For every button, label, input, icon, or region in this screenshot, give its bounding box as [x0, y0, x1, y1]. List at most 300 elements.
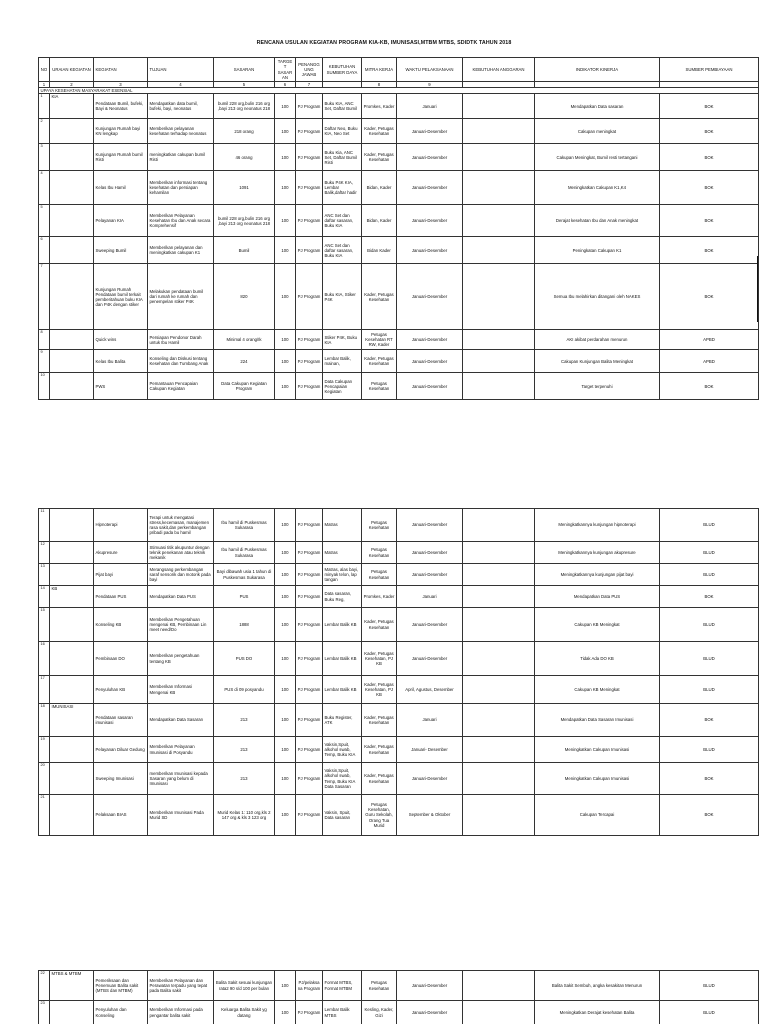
pj-cell: PJ Program — [296, 586, 323, 608]
row-number: 10 — [39, 373, 50, 400]
sumber-daya-cell: Lembar Balik KB — [323, 608, 362, 642]
target-cell: 100 — [275, 171, 296, 205]
waktu-cell: Januari-Desember — [397, 971, 463, 1001]
kegiatan-cell: Pemeriksaan dan Penemuan Balita sakit (MTBS dan MTBM) — [94, 971, 148, 1001]
mitra-cell: Petugas Kesehatan RT RW, Kader — [362, 330, 397, 350]
anggaran-cell — [463, 642, 535, 676]
pembiayaan-cell: BLUD — [660, 642, 759, 676]
sumber-daya-cell: Vaksin,Spuit, alkohol swab, Temp, Buku KIA — [323, 737, 362, 763]
pembiayaan-cell: APBD — [660, 350, 759, 373]
table-body-3 — [39, 971, 759, 1024]
pj-cell: PJ/pelaksana Program — [296, 971, 323, 1001]
waktu-cell: September & Oktober — [397, 795, 463, 836]
sumber-daya-cell: Matras — [323, 509, 362, 542]
kegiatan-cell: Kunjungan Rumah bayi KN lengkap — [94, 119, 148, 144]
mitra-cell: Petugas Kesehatan — [362, 564, 397, 586]
pembiayaan-cell: BOK — [660, 264, 759, 330]
uraian-cell — [50, 119, 94, 144]
kegiatan-cell: Pendataan Bumil, bufeki, Bayi & Neonatus — [94, 94, 148, 119]
mitra-cell: Kader, Petugas Kesehatan — [362, 264, 397, 330]
target-cell: 100 — [275, 205, 296, 237]
table-row — [39, 608, 759, 642]
waktu-cell: Januari-Desember — [397, 205, 463, 237]
row-number: 12 — [39, 542, 50, 564]
header-cell: SASARAN — [214, 58, 275, 82]
header-cell: PENANGGUNG JAWAB — [296, 58, 323, 82]
waktu-cell: Januari-Desember — [397, 564, 463, 586]
sumber-daya-cell: Buku KIA, Stiker P4K — [323, 264, 362, 330]
indikator-cell: Mendapatkan Data PUS — [535, 586, 660, 608]
table-row — [39, 737, 759, 763]
tujuan-cell: Memberikan Pengetahuan mengenai KB, Pembinaan Lin meet need/Do — [148, 608, 214, 642]
uraian-cell: MTBS & MTBM — [50, 971, 94, 1001]
kegiatan-table-part-2 — [38, 508, 759, 836]
table-row — [39, 704, 759, 737]
kegiatan-cell: Konseling KB — [94, 608, 148, 642]
column-number: 4 — [148, 82, 214, 88]
uraian-cell — [50, 1001, 94, 1024]
waktu-cell: Januari-Desember — [397, 144, 463, 171]
tujuan-cell: Memberikan Imunisasi Pada Murid SD — [148, 795, 214, 836]
column-number: 6 — [275, 82, 296, 88]
tujuan-cell: Stimuasi titik akupuntur dengan teknik penekanan atau teknik mekanik — [148, 542, 214, 564]
target-cell: 100 — [275, 264, 296, 330]
pj-cell: PJ Program — [296, 608, 323, 642]
sasaran-cell: Minimal 4 orang/Ik — [214, 330, 275, 350]
table-row — [39, 144, 759, 171]
waktu-cell: Januari-Desember — [397, 119, 463, 144]
pj-cell: PJ Program — [296, 564, 323, 586]
kegiatan-cell: Pembinaan DO — [94, 642, 148, 676]
waktu-cell: Januari-Desember — [397, 330, 463, 350]
row-number: 20 — [39, 763, 50, 795]
kegiatan-cell: Kunjungan Rumah bumil Risti — [94, 144, 148, 171]
kegiatan-cell: Penyuluhan dan Konseling — [94, 1001, 148, 1024]
uraian-cell — [50, 264, 94, 330]
sumber-daya-cell: Matras, alas bayi, minyak telon, lap tangan — [323, 564, 362, 586]
anggaran-cell — [463, 795, 535, 836]
anggaran-cell — [463, 704, 535, 737]
pembiayaan-cell: BOK — [660, 144, 759, 171]
row-number: 9 — [39, 350, 50, 373]
target-cell: 100 — [275, 509, 296, 542]
target-cell: 100 — [275, 330, 296, 350]
uraian-cell — [50, 171, 94, 205]
sumber-daya-cell: Data sasaran, Buku Reg, — [323, 586, 362, 608]
header-cell: KEGIATAN — [94, 58, 148, 82]
pembiayaan-cell: BLUD — [660, 608, 759, 642]
uraian-cell — [50, 205, 94, 237]
header-cell: URAIAN KEGIATAN — [50, 58, 94, 82]
kegiatan-cell: Kunjungan Rumah Pendataan bumil terkait pemberitahuan buku KIA dan P4K dengan stiker — [94, 264, 148, 330]
sumber-daya-cell: Stiker P4K, Buku KIA — [323, 330, 362, 350]
kegiatan-cell: Akupresure — [94, 542, 148, 564]
row-number: 7 — [39, 264, 50, 330]
indikator-cell: Meningkatkan Cakupan Imunisasi — [535, 763, 660, 795]
kegiatan-cell: Hipnoterapi — [94, 509, 148, 542]
sasaran-cell: bumil 228 org,bulin 216 org ,bayi 213 org neonatus 218 — [214, 94, 275, 119]
target-cell: 100 — [275, 676, 296, 704]
tujuan-cell: Pemantauan Pencapaian Cakupan Kegiatan — [148, 373, 214, 400]
tujuan-cell: Mendapatkan data bumil, bufeki, bayi, neonatus — [148, 94, 214, 119]
row-number: 3 — [39, 144, 50, 171]
tujuan-cell: Mendapatkan Data PUS — [148, 586, 214, 608]
column-number: 8 — [362, 82, 397, 88]
header-cell: WAKTU PELAKSANAAN — [397, 58, 463, 82]
row-number: 17 — [39, 676, 50, 704]
pembiayaan-cell: BOK — [660, 586, 759, 608]
sumber-daya-cell: Vaksin,Spuit, alkohol swab, Temp, Buku KIA Data Sasaran — [323, 763, 362, 795]
row-number: 14 — [39, 586, 50, 608]
tujuan-cell: Memberikan pelayanan kesehatan terhadap neonatus — [148, 119, 214, 144]
kegiatan-cell: Pelayanan Diluar Gedung — [94, 737, 148, 763]
indikator-cell: Tidak Ada DO KB — [535, 642, 660, 676]
pembiayaan-cell: BLUD — [660, 1001, 759, 1024]
waktu-cell: Januari-Desember — [397, 763, 463, 795]
tujuan-cell: Mendapatkan Data Sasaran — [148, 704, 214, 737]
anggaran-cell — [463, 737, 535, 763]
waktu-cell: Januari-Desember — [397, 171, 463, 205]
anggaran-cell — [463, 94, 535, 119]
target-cell: 100 — [275, 94, 296, 119]
uraian-cell — [50, 350, 94, 373]
pj-cell: PJ Program — [296, 509, 323, 542]
pembiayaan-cell: BLUD — [660, 542, 759, 564]
waktu-cell: Januari-Desember — [397, 642, 463, 676]
waktu-cell: Januari — [397, 94, 463, 119]
target-cell: 100 — [275, 763, 296, 795]
pembiayaan-cell: BOK — [660, 205, 759, 237]
sasaran-cell: PUS di 09 posyandu — [214, 676, 275, 704]
mitra-cell: Kader, Petugas Kesehatan — [362, 608, 397, 642]
indikator-cell: Derajat kesehatan Ibu dan Anak meningkat — [535, 205, 660, 237]
sasaran-cell: 1091 — [214, 171, 275, 205]
tujuan-cell: Memberikan informasi tentang kesehatan dan persiapan kehamilan — [148, 171, 214, 205]
header-cell: NO — [39, 58, 50, 82]
kegiatan-cell: Sweeping Imunisasi — [94, 763, 148, 795]
table-row — [39, 763, 759, 795]
tujuan-cell: meningkatkan cakupan bumil Risti — [148, 144, 214, 171]
pj-cell: PJ Program — [296, 171, 323, 205]
column-number: 1 — [39, 82, 50, 88]
indikator-cell: Cakupan Tercapai — [535, 795, 660, 836]
mitra-cell: Kader, Petugas Kesehatan — [362, 119, 397, 144]
row-number: 6 — [39, 237, 50, 264]
tujuan-cell: Persiapan Pendonor Darah untuk Ibu Hamil — [148, 330, 214, 350]
sumber-daya-cell: Lembar Balik MTBS — [323, 1001, 362, 1024]
target-cell: 100 — [275, 586, 296, 608]
tujuan-cell: Merangsang perkembangan saraf sensorik dan motorik pada bayi — [148, 564, 214, 586]
sumber-daya-cell: Buku Register, ATK — [323, 704, 362, 737]
sasaran-cell: Bayi dibawah usia 1 tahun di Puskesmas Sukarasa — [214, 564, 275, 586]
indikator-cell: Peningkatan Cakupan K1 — [535, 237, 660, 264]
indikator-cell: Meningkatkannya kunjungan hipnoterapi — [535, 509, 660, 542]
header-cell: TARGET SASARAN — [275, 58, 296, 82]
table-row — [39, 564, 759, 586]
uraian-cell — [50, 373, 94, 400]
waktu-cell: Januari-Desember — [397, 237, 463, 264]
page-title: RENCANA USULAN KEGIATAN PROGRAM KIA-KB, IMUNISASI,MTBM MTBS, SDIDTK TAHUN 2018 — [256, 40, 512, 46]
sumber-daya-cell: Vaksin, Spuit, Data sasaran — [323, 795, 362, 836]
target-cell: 100 — [275, 737, 296, 763]
target-cell: 100 — [275, 971, 296, 1001]
kegiatan-cell: PWS — [94, 373, 148, 400]
target-cell: 100 — [275, 1001, 296, 1024]
kegiatan-cell: Quick wins — [94, 330, 148, 350]
pj-cell: PJ Program — [296, 330, 323, 350]
waktu-cell: Januari — [397, 586, 463, 608]
anggaran-cell — [463, 971, 535, 1001]
waktu-cell: Januari — [397, 704, 463, 737]
sasaran-cell: Keluarga Balita Sakit yg datang — [214, 1001, 275, 1024]
pembiayaan-cell: BLUD — [660, 737, 759, 763]
row-number: 2 — [39, 119, 50, 144]
uraian-cell — [50, 542, 94, 564]
sasaran-cell: Data Cakupan Kegiatan Program — [214, 373, 275, 400]
pembiayaan-cell: BOK — [660, 795, 759, 836]
sasaran-cell: 218 orang — [214, 119, 275, 144]
indikator-cell: Cakupan Kunjungan Balita Meningkat — [535, 350, 660, 373]
mitra-cell: Kader, Petugas Kesehatan — [362, 144, 397, 171]
anggaran-cell — [463, 350, 535, 373]
indikator-cell: Cakupan KB Meningkat — [535, 676, 660, 704]
row-number: 18 — [39, 704, 50, 737]
sasaran-cell: bumil 228 org,bulin 216 org ,bayi 213 org neonatus 218 — [214, 205, 275, 237]
table-body-1 — [39, 94, 759, 400]
table-row — [39, 237, 759, 264]
row-number: 8 — [39, 330, 50, 350]
pembiayaan-cell: BOK — [660, 119, 759, 144]
table-row — [39, 971, 759, 1001]
sasaran-cell: 213 — [214, 737, 275, 763]
uraian-cell — [50, 737, 94, 763]
pembiayaan-cell: APBD — [660, 330, 759, 350]
sumber-daya-cell: Lembar Balik KB — [323, 642, 362, 676]
target-cell: 100 — [275, 564, 296, 586]
sasaran-cell: Murid Kelas 1: 110 org,kls 2 147 org & kls 3 123 org — [214, 795, 275, 836]
kegiatan-cell: Sweeping Bumil — [94, 237, 148, 264]
row-number: 22 — [39, 971, 50, 1001]
table-row — [39, 171, 759, 205]
tujuan-cell: Memberikan Pelayanan Kesehatan Ibu dan Anak secara Komprehensif — [148, 205, 214, 237]
column-number: 9 — [397, 82, 463, 88]
mitra-cell: Promkes, Kader — [362, 94, 397, 119]
indikator-cell: Cakupan KB Meningkat — [535, 608, 660, 642]
mitra-cell: Kesling, Kader, Gizi — [362, 1001, 397, 1024]
header-cell: MITRA KERJA — [362, 58, 397, 82]
mitra-cell: Petugas Kesehatan — [362, 542, 397, 564]
anggaran-cell — [463, 171, 535, 205]
row-number: 16 — [39, 642, 50, 676]
sasaran-cell: Ibu hamil di Puskesmas Sukarasa — [214, 509, 275, 542]
sumber-daya-cell: ANC Set dan daftar sasaran, Buku KIA — [323, 205, 362, 237]
pj-cell: PJ Program — [296, 642, 323, 676]
indikator-cell: Meningkatkannya kunjungan akupresure — [535, 542, 660, 564]
table-row — [39, 264, 759, 330]
uraian-cell — [50, 509, 94, 542]
mitra-cell: Bidan, Kader — [362, 171, 397, 205]
mitra-cell: Petugas Kesehatan — [362, 373, 397, 400]
tujuan-cell: Memberikan pelayanan dan meningkatkan cakupan K1 — [148, 237, 214, 264]
tujuan-cell: Memberikan Pelayanan dan Perawatan terpadu yang tepat pada Balita sakit — [148, 971, 214, 1001]
sumber-daya-cell: Buku P4K KIA, Lembar Balik,daftar hadir — [323, 171, 362, 205]
anggaran-cell — [463, 237, 535, 264]
sumber-daya-cell: ANC Set dan daftar sasaran, Buku KIA — [323, 237, 362, 264]
pembiayaan-cell: BOK — [660, 237, 759, 264]
uraian-cell — [50, 237, 94, 264]
kegiatan-cell: Penyuluhan KB — [94, 676, 148, 704]
anggaran-cell — [463, 205, 535, 237]
table-row — [39, 373, 759, 400]
sumber-daya-cell: Lembar Balik, mainan, — [323, 350, 362, 373]
uraian-cell: KIA — [50, 94, 94, 119]
row-number: 19 — [39, 737, 50, 763]
mitra-cell: Promkes, Kader — [362, 586, 397, 608]
pj-cell: PJ Program — [296, 144, 323, 171]
kegiatan-cell: Pijat bayi — [94, 564, 148, 586]
table-row — [39, 205, 759, 237]
row-number: 4 — [39, 171, 50, 205]
tujuan-cell: Memberikan pengetahuan tentang KB — [148, 642, 214, 676]
sasaran-cell: Balita Sakit sesuai kunjungan rata2 90 s/d 100 per bulan — [214, 971, 275, 1001]
indikator-cell: Cakupan Meningkat, Bumil resti tertangani — [535, 144, 660, 171]
sumber-daya-cell: Lembar Balik KB — [323, 676, 362, 704]
row-number: 23 — [39, 1001, 50, 1024]
mitra-cell: Kader, Petugas Kesehatan, PJ KB — [362, 642, 397, 676]
pembiayaan-cell: BOK — [660, 704, 759, 737]
indikator-cell: Meningkatkannya kunjungan pijat bayi — [535, 564, 660, 586]
anggaran-cell — [463, 373, 535, 400]
mitra-cell: Petugas Kesehatan — [362, 971, 397, 1001]
pj-cell: PJ Program — [296, 704, 323, 737]
target-cell: 100 — [275, 795, 296, 836]
indikator-cell: Meningkatkan Cakupan Imunisasi — [535, 737, 660, 763]
anggaran-cell — [463, 330, 535, 350]
indikator-cell: Balita Sakit Sembuh, angka kesakitan Menurun — [535, 971, 660, 1001]
waktu-cell: Januari-Desember — [397, 373, 463, 400]
uraian-cell — [50, 763, 94, 795]
waktu-cell: Januari-Desember — [397, 542, 463, 564]
indikator-cell: Meningkatkan Derajat kesehatan Balita — [535, 1001, 660, 1024]
table-row — [39, 795, 759, 836]
pj-cell: PJ Program — [296, 350, 323, 373]
waktu-cell: Januari-Desember — [397, 608, 463, 642]
kegiatan-cell: Pelayanan KIA — [94, 205, 148, 237]
row-number: 5 — [39, 205, 50, 237]
indikator-cell: Meningkatkan Cakupan K1,K4 — [535, 171, 660, 205]
header-cell: INDIKATOR KINERJA — [535, 58, 660, 82]
tujuan-cell: Memberikan Informasi Mengenai KB — [148, 676, 214, 704]
mitra-cell: Petugas Kesehatan, Guru Sekolah, Orang Tua Murid — [362, 795, 397, 836]
sumber-daya-cell: Matras — [323, 542, 362, 564]
mitra-cell: Kader, Petugas Kesehatan — [362, 737, 397, 763]
anggaran-cell — [463, 586, 535, 608]
pembiayaan-cell: BOK — [660, 763, 759, 795]
sasaran-cell: 224 — [214, 350, 275, 373]
waktu-cell: April, Agustus, Desember — [397, 676, 463, 704]
anggaran-cell — [463, 564, 535, 586]
pembiayaan-cell: BLUD — [660, 509, 759, 542]
target-cell: 100 — [275, 373, 296, 400]
pembiayaan-cell: BOK — [660, 171, 759, 205]
row-number: 1 — [39, 94, 50, 119]
mitra-cell: Bidan, Kader — [362, 205, 397, 237]
table-row — [39, 642, 759, 676]
waktu-cell: Januari-Desember — [397, 1001, 463, 1024]
pembiayaan-cell: BLUD — [660, 971, 759, 1001]
sumber-daya-cell: Buku Kia, ANC Set, Daftar Bumil Risti — [323, 144, 362, 171]
anggaran-cell — [463, 542, 535, 564]
pembiayaan-cell: BLUD — [660, 676, 759, 704]
pj-cell: PJ Program — [296, 119, 323, 144]
table-row — [39, 586, 759, 608]
mitra-cell: Bidan Kader — [362, 237, 397, 264]
table-row — [39, 1001, 759, 1024]
anggaran-cell — [463, 608, 535, 642]
waktu-cell: Januari- Desember — [397, 737, 463, 763]
pembiayaan-cell: BOK — [660, 94, 759, 119]
kegiatan-cell: Kelas Ibu Hamil — [94, 171, 148, 205]
target-cell: 100 — [275, 704, 296, 737]
indikator-cell: Target terpenuhi — [535, 373, 660, 400]
mitra-cell: Kader, Petugas Kesehatan — [362, 350, 397, 373]
pj-cell: PJ Program — [296, 676, 323, 704]
target-cell: 100 — [275, 542, 296, 564]
sumber-daya-cell: Buku KIA, ANC Set, Daftar Bumil — [323, 94, 362, 119]
pj-cell: PJ Program — [296, 237, 323, 264]
kegiatan-table-part-1 — [38, 57, 759, 400]
anggaran-cell — [463, 144, 535, 171]
column-number: 2 — [50, 82, 94, 88]
row-number: 13 — [39, 564, 50, 586]
anggaran-cell — [463, 264, 535, 330]
uraian-cell — [50, 795, 94, 836]
tujuan-cell: memberikan Imunisasi kepada Sasaran yang belum di Imunisasi — [148, 763, 214, 795]
sasaran-cell: PUS — [214, 586, 275, 608]
uraian-cell — [50, 608, 94, 642]
target-cell: 100 — [275, 119, 296, 144]
indikator-cell: Semua Ibu melahirkan ditangani oleh NAKES — [535, 264, 660, 330]
mitra-cell: Petugas Kesehatan — [362, 509, 397, 542]
sasaran-cell: Bumil — [214, 237, 275, 264]
column-number: 3 — [94, 82, 148, 88]
indikator-cell: AKI akibat perdarahan menurun — [535, 330, 660, 350]
indikator-cell: Mendapatkan Data Sasaran Imunisasi — [535, 704, 660, 737]
tujuan-cell: Konseling dan Diskusi tentang Kesehatan dan Tumbang Anak — [148, 350, 214, 373]
tujuan-cell: Memberikan Pelayanan Imunisasi di Posyandu — [148, 737, 214, 763]
pj-cell: PJ Program — [296, 205, 323, 237]
pj-cell: PJ Program — [296, 1001, 323, 1024]
uraian-cell — [50, 676, 94, 704]
pj-cell: PJ Program — [296, 373, 323, 400]
column-number: 7 — [296, 82, 323, 88]
table-row — [39, 350, 759, 373]
waktu-cell: Januari-Desember — [397, 264, 463, 330]
sasaran-cell: Ibu hamil di Puskesmas Sukarasa — [214, 542, 275, 564]
pj-cell: PJ Program — [296, 737, 323, 763]
sumber-daya-cell: Format MTBS, Format MTBM — [323, 971, 362, 1001]
anggaran-cell — [463, 509, 535, 542]
table-body-2 — [39, 509, 759, 836]
sasaran-cell: 46 orang — [214, 144, 275, 171]
target-cell: 100 — [275, 144, 296, 171]
pj-cell: PJ Program — [296, 264, 323, 330]
mitra-cell: Kader, Petugas Kesehatan — [362, 763, 397, 795]
table-row — [39, 330, 759, 350]
tujuan-cell: Melakukan pendataan bumil dari rumah ke rumah dan penempelan stiker P4K — [148, 264, 214, 330]
sasaran-cell: 213 — [214, 704, 275, 737]
table-row — [39, 509, 759, 542]
